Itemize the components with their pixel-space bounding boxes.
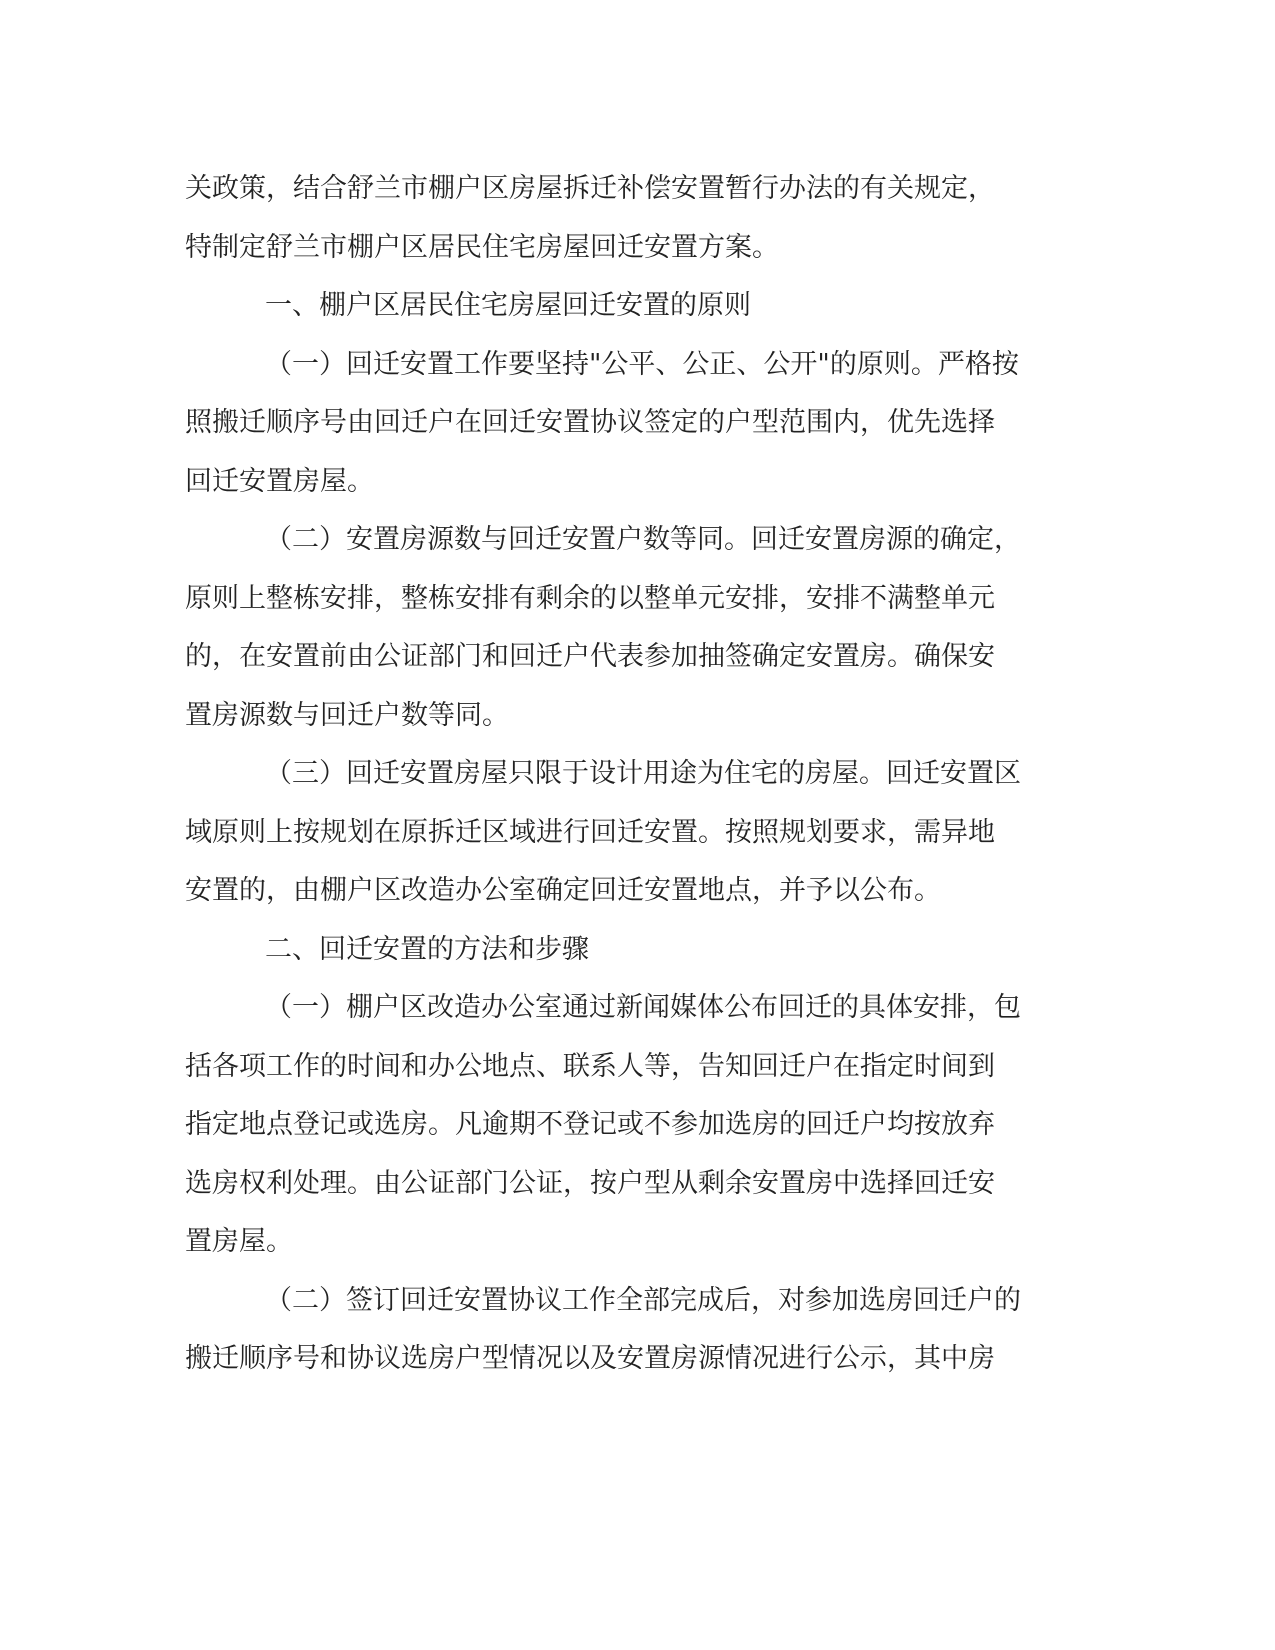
text-line: 括各项工作的时间和办公地点、联系人等，告知回迁户在指定时间到 bbox=[185, 1050, 995, 1082]
document-body bbox=[185, 160, 1065, 1389]
text-line: 回迁安置房屋。 bbox=[185, 465, 374, 497]
section-heading: 二、回迁安置的方法和步骤 bbox=[265, 933, 589, 965]
text-line: 安置的，由棚户区改造办公室确定回迁安置地点，并予以公布。 bbox=[185, 875, 941, 906]
text-line: 特制定舒兰市棚户区居民住宅房屋回迁安置方案。 bbox=[185, 231, 779, 263]
text-line: （一）回迁安置工作要坚持"公平、公正、公开"的原则。严格按 bbox=[265, 348, 1019, 380]
section-heading: 一、棚户区居民住宅房屋回迁安置的原则 bbox=[265, 290, 751, 321]
text-line: 的，在安置前由公证部门和回迁户代表参加抽签确定安置房。确保安 bbox=[185, 641, 995, 672]
text-line: 原则上整栋安排，整栋安排有剩余的以整单元安排，安排不满整单元 bbox=[185, 582, 995, 614]
text-line: （二）签订回迁安置协议工作全部完成后，对参加选房回迁户的 bbox=[265, 1284, 1021, 1316]
text-line: （一）棚户区改造办公室通过新闻媒体公布回迁的具体安排，包 bbox=[265, 992, 1021, 1023]
text-line: （三）回迁安置房屋只限于设计用途为住宅的房屋。回迁安置区 bbox=[265, 758, 1021, 789]
text-line: 置房屋。 bbox=[185, 1226, 293, 1257]
text-line: 搬迁顺序号和协议选房户型情况以及安置房源情况进行公示，其中房 bbox=[185, 1343, 995, 1374]
text-line: 置房源数与回迁户数等同。 bbox=[185, 699, 509, 731]
text-line: 域原则上按规划在原拆迁区域进行回迁安置。按照规划要求，需异地 bbox=[185, 816, 995, 848]
text-line: 关政策，结合舒兰市棚户区房屋拆迁补偿安置暂行办法的有关规定， bbox=[185, 173, 995, 204]
text-line: 选房权利处理。由公证部门公证，按户型从剩余安置房中选择回迁安 bbox=[185, 1167, 995, 1199]
text-line: 指定地点登记或选房。凡逾期不登记或不参加选房的回迁户均按放弃 bbox=[185, 1109, 995, 1140]
text-line: 照搬迁顺序号由回迁户在回迁安置协议签定的户型范围内，优先选择 bbox=[185, 407, 995, 438]
text-line: （二）安置房源数与回迁安置户数等同。回迁安置房源的确定， bbox=[265, 524, 1021, 555]
